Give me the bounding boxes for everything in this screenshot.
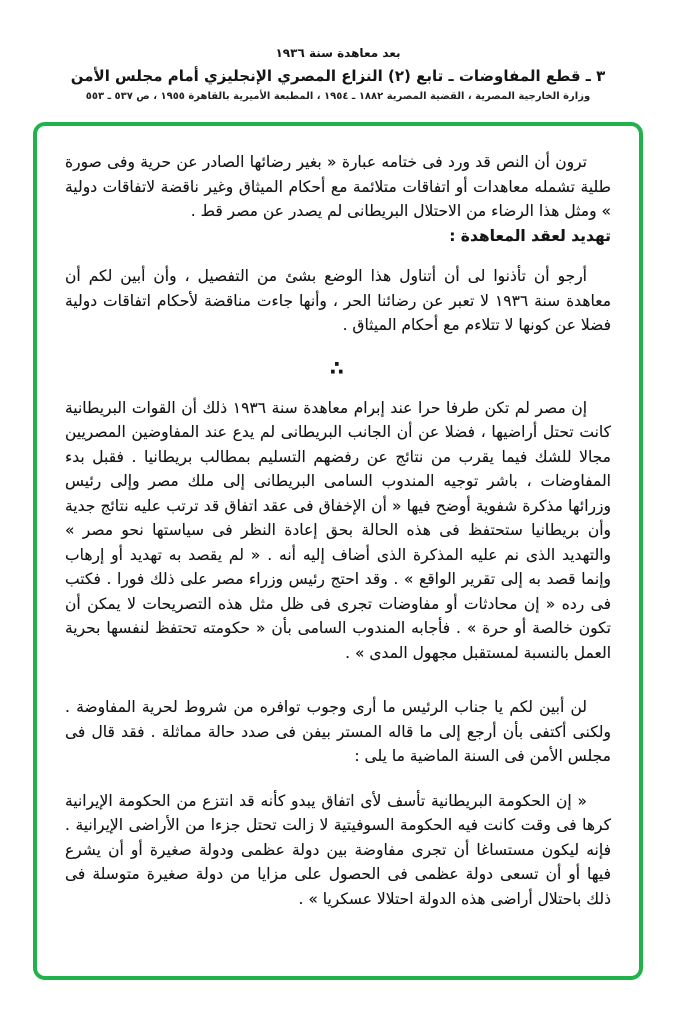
bevin-intro-paragraph: لن أبين لكم يا جناب الرئيس ما أرى وجوب توافره من شروط لحرية المفاوضة . ولكنى أكتفى بأن أرجع إلى ما قاله المستر بيفن فى صدد حالة مماثلة . فقد قال فى مجلس الأمن فى السنة الماضية ما يلى : [65,698,611,765]
page-header [0,0,676,102]
opening-paragraph: ترون أن النص قد ورد فى ختامه عبارة « بغير رضائها الصادر عن حرية وفى صورة طلية تشمله معاهدات أو اتفاقات متلائمة مع أحكام الميثاق وغير ناقضة لاتفاقات دولية » ومثل هذا الرضاء من الاحتلال البريطانى لم يصدر عن مصر قط . [65,153,611,220]
highlighted-text-box [33,122,643,980]
header-source-line: وزارة الخارجية المصرية ، القضية المصرية ١٨٨٢ ـ ١٩٥٤ ، المطبعة الأميرية بالقاهرة ١٩٥٥ ، ص ٥٣٧ ـ ٥٥٣ [85,91,591,102]
header-context-line: بعد معاهدة سنة ١٩٣٦ [275,46,401,60]
section-heading: تهديد لعقد المعاهدة : [449,226,611,245]
negotiations-paragraph: إن مصر لم تكن طرفا حرا عند إبرام معاهدة سنة ١٩٣٦ ذلك أن القوات البريطانية كانت تحتل أراضيها ، فضلا عن أن الجانب البريطانى لم يدع عند المفاوضين المصريين مجالا للشك فيما يقرب من نتائج عن رفضهم التسليم بمطالب بريطانيا . فقبل بدء المفاوضات ، باشر توجيه المندوب السامى البريطانى إلى ملك مصر وإلى رئيس وزرائها مذكرة شفوية أوضح فيها « أن الإخفاق فى عقد اتفاق قد ترتب عليه نتائج جدية وأن بريطانيا ستحتفظ فى هذه الحالة بحق إعادة النظر فى سياستها نحو مصر » والتهديد الذى نم عليه المذكرة الذى أضاف إليه أنه . « لم يقصد به تهديد أو إرهاب وإنما قصد به إلى تقرير الواقع » . وقد احتج رئيس وزراء مصر على ذلك فورا . فكتب فى رده « إن محادثات أو مفاوضات تجرى فى ظل مثل هذه التصريحات لا يمكن أن تكون خالصة أو حرة » . فأجابه المندوب السامى بأن « حكومته تحتفظ لنفسها بحرية العمل بالنسبة لمستقبل مجهول المدى » . [65,398,611,662]
dinkus-separator: ∴ [330,355,346,380]
header-title: ٣ ـ قطع المفاوضات ـ تابع (٢) النزاع المصري الإنجليزي أمام مجلس الأمن [70,67,606,85]
bevin-quote-paragraph: « إن الحكومة البريطانية تأسف لأى اتفاق يبدو كأنه قد انتزع من الحكومة الإيرانية كرها فى وقت كانت فيه الحكومة السوفيتية لا زالت تحتل جزءا من الأراضى الإيرانية . فإنه ليكون مستساغا أن تجرى مفاوضة بين دولة عظمى ودولة صغيرة أو أن يشرع فيها أو أن تسعى دولة عظمى فى الحصول على مزايا من دولة صغيرة متوسلة فى ذلك باحتلال أراضى هذه الدولة احتلالا عسكريا » . [65,791,611,908]
treaty-paragraph: أرجو أن تأذنوا لى أن أتناول هذا الوضع بشئ من التفصيل ، وأن أبين لكم أن معاهدة سنة ١٩٣٦ لا تعبر عن رضائنا الحر ، وأنها جاءت مناقضة لأحكام اتفاقات دولية فضلا عن كونها لا تتلاءم مع أحكام الميثاق . [65,267,611,334]
